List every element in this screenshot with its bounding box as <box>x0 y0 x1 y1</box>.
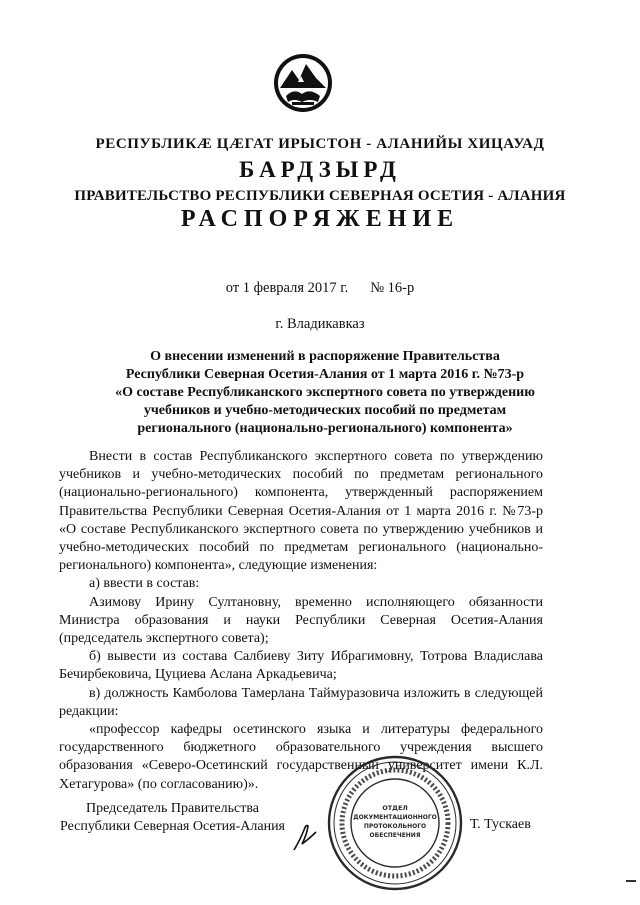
title-line: учебников и учебно-методических пособий по предметам <box>143 403 507 418</box>
signature-position <box>60 800 285 836</box>
title-line: О внесении изменений в распоряжение Правительства <box>150 349 500 364</box>
decree-date: от 1 февраля 2017 г. <box>225 280 349 296</box>
stamp-text: ОБЕСПЕЧЕНИЯ <box>369 832 421 839</box>
intro-paragraph: Внести в состав Республиканского экспертного совета по утверждению учебников и учебно-методических пособий по предметам регионального (национально-регионального) компонента, утвержденный распоряжением Правительства Республики Северная Осетия-Алания от 1 марта 2016 г. №73-р «О составе Республиканского экспертного совета по утверждению учебников и учебно-методических пособий по предметам регионального (национально-регионального) компонента», следующие изменения: <box>59 449 543 574</box>
stamp-text: ДОКУМЕНТАЦИОННОГО <box>353 814 437 821</box>
scan-edge-mark <box>626 880 636 882</box>
signatory-name: Т. Тускаев <box>470 817 531 832</box>
title-line: регионального (национально-регионального) компонента» <box>137 421 513 436</box>
title-line: Республики Северная Осетия-Алания от 1 марта 2016 г. №73-р <box>125 367 525 382</box>
item-a: а) ввести в состав: <box>89 576 200 592</box>
date-line <box>0 280 640 297</box>
item-b: б) вывести из состава Салбиеву Зиту Ибрагимовну, Тотрова Владислава Бечирбековича, Цуциева Аслана Аркадьевича; <box>59 649 543 683</box>
stamp-text: ОТДЕЛ <box>382 804 408 812</box>
city: г. Владикавказ <box>275 316 365 332</box>
position-line-2: Республики Северная Осетия-Алания <box>60 819 285 834</box>
position-line-1: Председатель Правительства <box>86 801 259 816</box>
decree-body <box>59 448 543 794</box>
handwritten-signature <box>290 820 320 854</box>
person-a-paragraph: Азимову Ирину Султановну, временно исполняющего обязанности Министра образования и науки Республики Северная Осетия-Алания (председатель экспертного совета); <box>59 594 543 647</box>
official-stamp <box>326 754 464 892</box>
header-decree-ossetian: БАРДЗЫРД <box>239 157 401 182</box>
item-c: в) должность Камболова Тамерлана Таймуразовича изложить в следующей редакции: <box>59 685 543 719</box>
header-government-russian: ПРАВИТЕЛЬСТВО РЕСПУБЛИКИ СЕВЕРНАЯ ОСЕТИЯ - АЛАНИЯ <box>74 188 566 204</box>
header-decree-russian: РАСПОРЯЖЕНИЕ <box>180 206 460 232</box>
coat-of-arms-icon <box>272 52 334 114</box>
decree-title <box>70 348 580 438</box>
title-line: «О составе Республиканского экспертного совета по утверждению <box>115 385 535 400</box>
header-republic-ossetian: РЕСПУБЛИКÆ ЦÆГАТ ИРЫСТОН - АЛАНИЙЫ ХИЦАУАД <box>95 136 545 152</box>
stamp-text: ПРОТОКОЛЬНОГО <box>363 823 427 830</box>
quote-paragraph: «профессор кафедры осетинского языка и литературы федерального государственного бюджетного образовательного учреждения высшего образования «Северо-Осетинский государственный университет имени К.Л. Хетагурова» (по согласованию)». <box>59 722 543 792</box>
decree-number: № 16-р <box>370 280 415 296</box>
